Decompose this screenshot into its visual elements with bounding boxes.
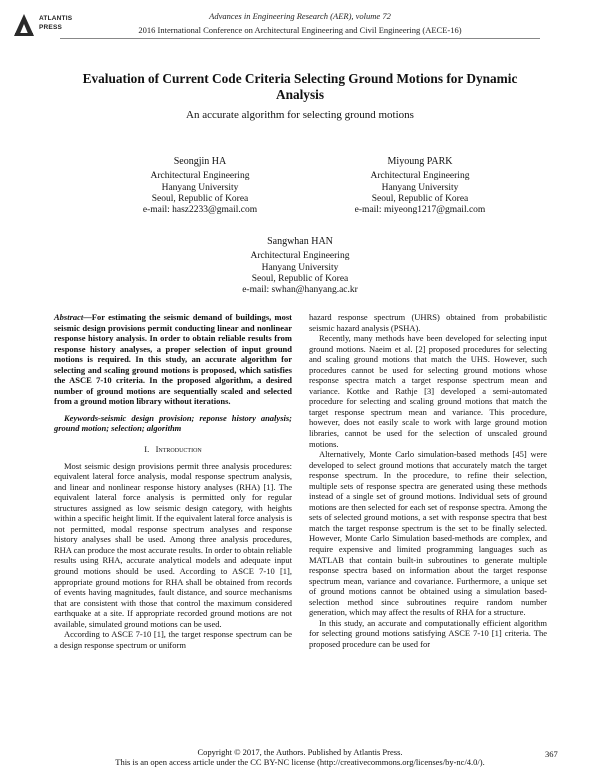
author-location: Seoul, Republic of Korea <box>251 273 349 284</box>
author-univ: Hanyang University <box>161 182 239 193</box>
section-title: Introduction <box>155 444 202 455</box>
conference-header: 2016 International Conference on Architectural Engineering and Civil Engineering (AECE-16) <box>138 25 462 35</box>
license-line: This is an open access article under the CC BY-NC license (http://creativecommons.org/licenses/by-nc/4.0/). <box>115 757 485 767</box>
abstract <box>54 312 292 407</box>
author-block <box>115 156 285 216</box>
paragraph: hazard response spectrum (UHRS) obtained from probabilistic seismic hazard analysis (PSHA). <box>309 312 547 333</box>
paper-subtitle: An accurate algorithm for selecting ground motions <box>186 109 414 121</box>
paper-title: Evaluation of Current Code Criteria Selecting Ground Motions for Dynamic Analysis <box>82 71 518 102</box>
author-location: Seoul, Republic of Korea <box>151 193 249 204</box>
author-block <box>215 236 385 296</box>
paragraph: Most seismic design provisions permit three analysis procedures: equivalent lateral force analysis, modal response spectrum analysis, and linear and nonlinear response history analyses (RHA) [1]. The equivalent lateral force analysis is permitted only for regular structures assigned as low seismic design category, with heights within a specific height limit. If the equivalent lateral force analysis is not permitted, modal response spectrum analyses and response history analyses shall be used. Among three analysis procedures, RHA can produce the most accurate results. In order to obtain reliable results using RHA, accurate analytical models and adequate input ground motions should be used. According to ASCE 7-10 [1], appropriate ground motions for RHA shall be obtained from records of events having magnitudes, fault distance, and source mechanisms that are consistent with those that control the maximum considered earthquake at a site. If appropriate recorded ground motions are not available, simulated ground motions can be used. <box>54 460 292 629</box>
author-email[interactable]: e-mail: hasz2233@gmail.com <box>142 205 258 216</box>
page-number: 367 <box>545 749 558 759</box>
paragraph: Alternatively, Monte Carlo simulation-based methods [45] were developed to select ground motions that accurately match the target response spectrum. In the procedure, to refine their selection, multiple sets of response spectra are generated using these methods instead of a single set of ground motions. Individual sets of ground motions are then selected for each set of response spectra. Among the sets of selected ground motions, a set with response spectra that best match the target response spectrum is the set to be finally selected. However, Monte Carlo Simulation based-methods are complex, and require expensive and limited programming languages such as MATLAB that contain built-in subroutines to generate multiple response spectra based on information about the target response spectrum mean, variance and covariance. Furthermore, a unique set of ground motions cannot be obtained using a simulation based-selection method since subroutines require random number generation, which may affect the results of RHA for a structure. <box>309 449 547 618</box>
author-dept: Architectural Engineering <box>370 171 470 182</box>
keywords: Keywords-seismic design provision; reponse history analysis; ground motion; selection; algorithm <box>54 412 292 434</box>
publisher-name-line1: ATLANTIS <box>39 15 73 22</box>
abstract-label: Abstract <box>54 312 84 322</box>
left-column <box>54 312 292 650</box>
header-divider <box>60 38 540 39</box>
author-name: Miyoung PARK <box>387 156 453 167</box>
abstract-text: —For estimating the seismic demand of buildings, most seismic design provisions permit conducting linear and nonlinear response history analysis. In order to obtain reliable results from response history analyses, a proper selection of input ground motions is required. In this study, an accurate algorithm for selecting and scaling ground motions is proposed, which satisfies the ASCE 7-10 criteria. In the proposed algorithm, a desired number of ground motions are sequentially scaled and selected from a ground motion library without iterations. <box>54 312 292 407</box>
author-univ: Hanyang University <box>261 262 339 273</box>
author-dept: Architectural Engineering <box>250 251 350 262</box>
author-name: Sangwhan HAN <box>267 236 333 247</box>
paragraph: Recently, many methods have been developed for selecting input ground motions. Naeim et al. [2] proposed procedures for selecting and scaling ground motions that match the UHS. However, such procedures cannot be used for selecting ground motions whose response spectra match a target response spectrum mean and variance. Kottke and Rathje [3] developed a semi-automated procedure for selecting and scaling ground motions that match the target response spectrum mean and variance. This procedure, however, does not easily scale to work with large ground motion libraries, cannot be used for the selection of unscaled ground motions. <box>309 333 547 449</box>
right-column <box>309 312 547 650</box>
author-email[interactable]: e-mail: miyeong1217@gmail.com <box>354 205 486 216</box>
copyright-line: Copyright © 2017, the Authors. Published by Atlantis Press. <box>197 747 403 757</box>
section-heading <box>54 444 292 455</box>
author-block <box>335 156 505 216</box>
journal-header: Advances in Engineering Research (AER), volume 72 <box>209 11 391 21</box>
paragraph: In this study, an accurate and computationally efficient algorithm for selecting ground motions satisfying ASCE 7-10 [1] criteria. The proposed procedure can be used for <box>309 617 547 649</box>
section-number: I. <box>144 444 150 455</box>
author-name: Seongjin HA <box>173 156 227 167</box>
paragraph: According to ASCE 7-10 [1], the target response spectrum can be a design response spectrum or uniform <box>54 629 292 650</box>
author-dept: Architectural Engineering <box>150 171 250 182</box>
publisher-name-line2: PRESS <box>39 24 63 31</box>
author-location: Seoul, Republic of Korea <box>371 193 469 204</box>
author-univ: Hanyang University <box>381 182 459 193</box>
author-email[interactable]: e-mail: swhan@hanyang.ac.kr <box>242 285 358 296</box>
